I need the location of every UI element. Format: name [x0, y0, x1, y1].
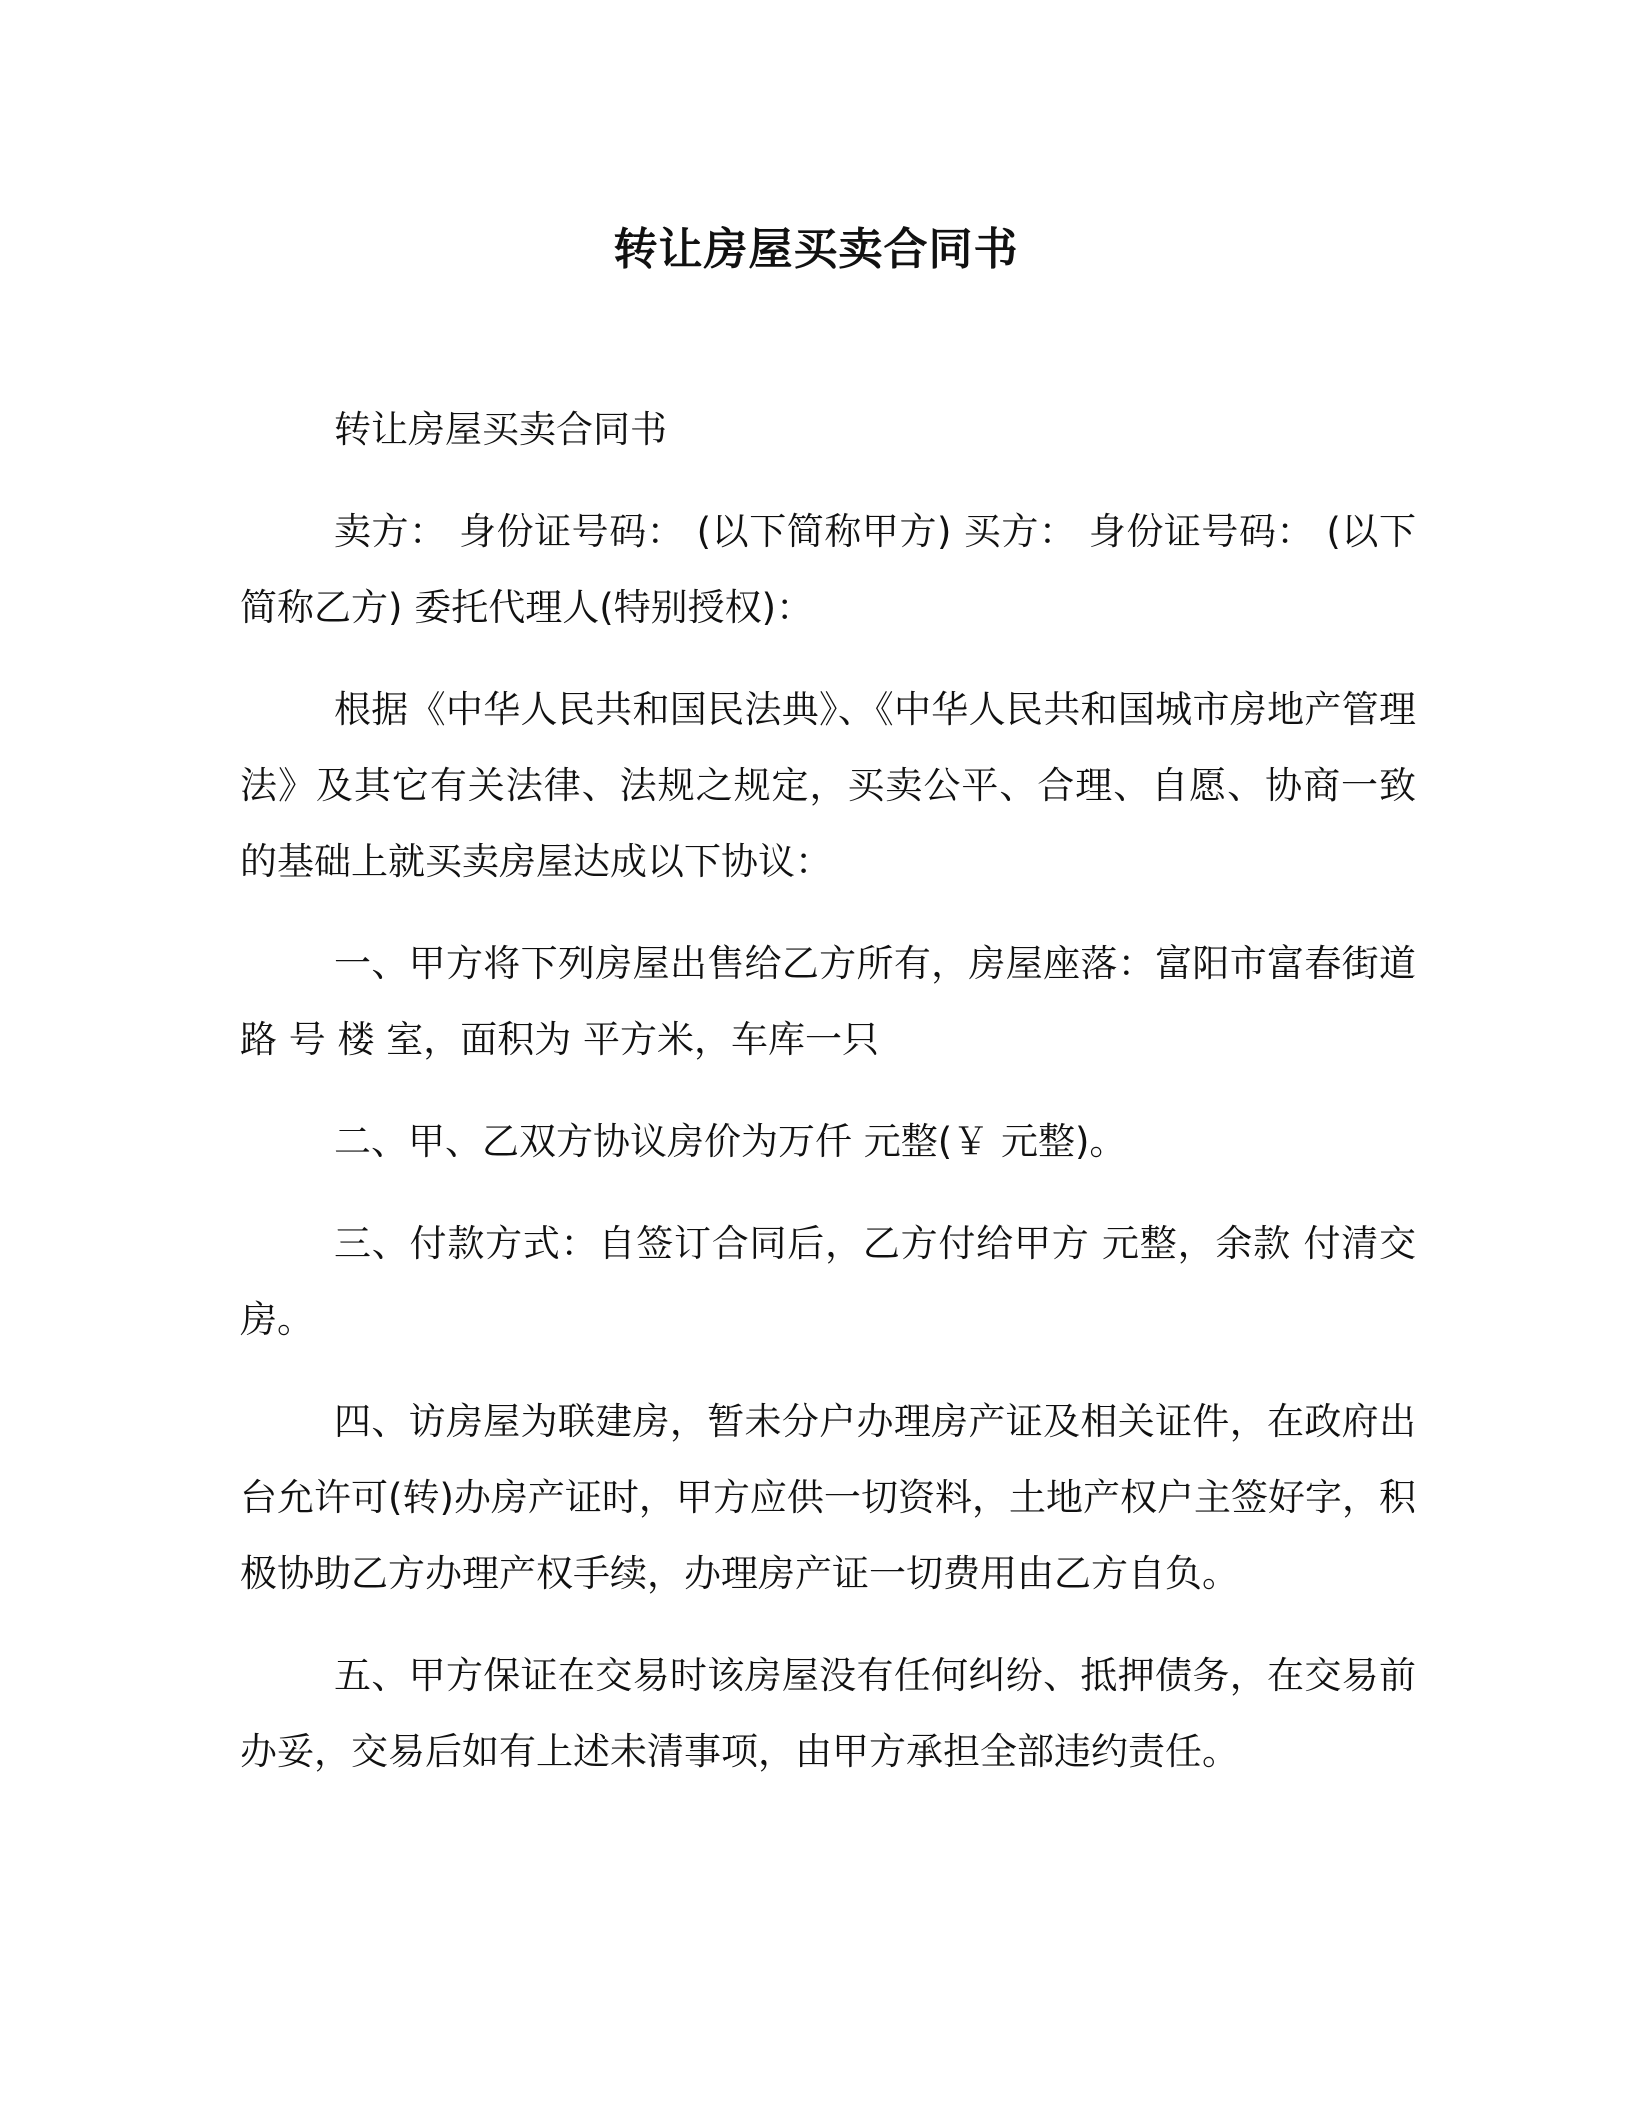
clause-5-guarantee: 五、甲方保证在交易时该房屋没有任何纠纷、抵押债务，在交易前办妥，交易后如有上述未清事项，由甲方承担全部违约责任。	[240, 1654, 1416, 1773]
clause-2-price: 二、甲、乙双方协议房价为万仟 元整(￥ 元整)。	[334, 1120, 1127, 1163]
clause-1-property: 一、甲方将下列房屋出售给乙方所有，房屋座落：富阳市富春街道 路 号 楼 室，面积为 平方米，车库一只	[240, 942, 1416, 1061]
paragraph-heading-repeat: 转让房屋买卖合同书	[334, 408, 667, 451]
paragraph-legal-basis: 根据《中华人民共和国民法典》、《中华人民共和国城市房地产管理法》及其它有关法律、法规之规定，买卖公平、合理、自愿、协商一致的基础上就买卖房屋达成以下协议：	[240, 688, 1416, 883]
paragraph-parties: 卖方： 身份证号码： (以下简称甲方) 买方： 身份证号码： (以下简称乙方) 委托代理人(特别授权)：	[240, 510, 1416, 629]
document-body	[240, 392, 1416, 1816]
clause-3-payment: 三、付款方式：自签订合同后，乙方付给甲方 元整，余款 付清交房。	[240, 1222, 1416, 1341]
clause-4-certificate: 四、访房屋为联建房，暂未分户办理房产证及相关证件，在政府出台允许可(转)办房产证时，甲方应供一切资料，土地产权户主签好字，积极协助乙方办理产权手续，办理房产证一切费用由乙方自负。	[240, 1400, 1416, 1595]
document-title: 转让房屋买卖合同书	[613, 224, 1019, 275]
